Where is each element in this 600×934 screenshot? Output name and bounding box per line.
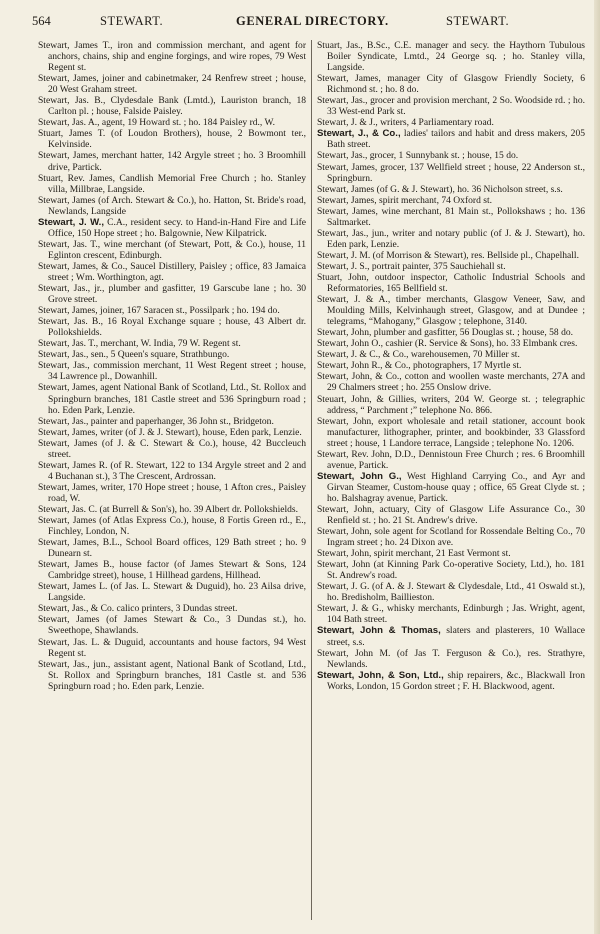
directory-entry	[317, 471, 585, 504]
directory-entry	[38, 559, 306, 581]
entry-text: Stewart, Jas., jr., plumber and gasfitter, 19 Garscube lane ; ho. 30 Grove street.	[38, 283, 306, 306]
entry-text: Stewart, James (of Atlas Express Co.), house, 8 Fortis Green rd., E., Finchley, London, N.	[38, 515, 306, 538]
entry-text: Stewart, J. G. (of A. & J. Stewart & Clydesdale, Ltd., 41 Oswald st.), ho. Bredisholm, Baillieston.	[317, 581, 585, 604]
directory-entry	[38, 73, 306, 95]
directory-entry	[317, 394, 585, 416]
entry-text: Stewart, John, spirit merchant, 21 East Vermont st.	[317, 548, 511, 560]
entry-text: Stuart, Rev. James, Candlish Memorial Free Church ; ho. Stanley villa, Millbrae, Langside.	[38, 172, 306, 195]
directory-entry	[38, 217, 306, 239]
entry-text: Stewart, James L. (of Jas. L. Stewart & Duguid), ho. 23 Ailsa drive, Langside.	[38, 581, 306, 604]
entry-text: Stewart, Jas., commission merchant, 11 West Regent street ; house, 34 Lawrence pl., Dowanhill.	[38, 360, 306, 383]
directory-entry	[38, 150, 306, 172]
entry-text: Stewart, John, & Co., cotton and woollen waste merchants, 27A and 29 Chalmers street ; ho. 255 Onslow drive.	[317, 371, 585, 394]
directory-entry	[317, 250, 585, 261]
directory-entry	[38, 195, 306, 217]
directory-entry	[38, 173, 306, 195]
entry-text: Stewart, James B., house factor (of James Stewart & Sons, 124 Cambridge street), house, 1 Hillhead gardens, Hillhead.	[38, 559, 306, 582]
entry-text: Stewart, James, & Co., Saucel Distillery, Paisley ; office, 83 Jamaica street ; Wm. Worthington, agt.	[38, 260, 306, 283]
directory-entry	[317, 371, 585, 393]
directory-entry	[38, 515, 306, 537]
entry-text: Stuart, James T. (of Loudon Brothers), house, 2 Bowmont ter., Kelvinside.	[38, 128, 306, 151]
entry-text: Stewart, James, grocer, 137 Wellfield street ; house, 22 Anderson st., Springburn.	[317, 161, 585, 184]
column-divider	[311, 40, 312, 920]
entry-text: Stewart, John M. (of Jas T. Ferguson & Co.), res. Strathyre, Newlands.	[317, 647, 585, 670]
entry-text: Stewart, John R., & Co., photographers, 17 Myrtle st.	[317, 360, 522, 372]
entry-text: Stewart, J. M. (of Morrison & Stewart), res. Bellside pl., Chapelhall.	[317, 249, 579, 261]
entry-text: Stewart, Jas. B., 16 Royal Exchange square ; house, 43 Albert dr. Pollokshields.	[38, 316, 306, 339]
directory-entry	[317, 128, 585, 150]
entry-text: Stewart, John, actuary, City of Glasgow Life Assurance Co., 30 Renfield st. ; ho. 21 St. Andrew's drive.	[317, 503, 585, 527]
entry-text: Steuart, John, & Gillies, writers, 204 W. George st. ; telegraphic address, “ Parchment ;” telephone No. 866.	[317, 393, 585, 416]
directory-entry	[38, 95, 306, 117]
page-edge	[594, 0, 600, 934]
header-right-surname: STEWART.	[446, 14, 510, 28]
directory-entry	[317, 548, 585, 559]
page-header	[14, 12, 586, 30]
directory-entry	[38, 316, 306, 338]
directory-entry	[38, 460, 306, 482]
entry-text: Stewart, J. & J., writers, 4 Parliamentary road.	[317, 117, 494, 129]
entry-text: Stewart, James, writer, 170 Hope street ; house, 1 Afton cres., Paisley road, W.	[38, 481, 306, 504]
page-number: 564	[32, 14, 51, 28]
entry-text: Stewart, Jas. B., Clydesdale Bank (Lmtd.), Lauriston branch, 18 Carlton pl. ; house, Falside Paisley.	[38, 95, 306, 118]
entry-text: Stewart, John, plumber and gasfitter, 56 Douglas st. ; house, 58 do.	[317, 327, 574, 339]
entry-text: Stewart, James, writer (of J. & J. Stewart), house, Eden park, Lenzie.	[38, 426, 302, 438]
entry-text: Stewart, Jas. T., merchant, W. India, 79 W. Regent st.	[38, 338, 241, 350]
directory-entry	[317, 261, 585, 272]
directory-entry	[317, 504, 585, 526]
entry-text: Stewart, Jas., grocer, 1 Sunnybank st. ; house, 15 do.	[317, 150, 519, 162]
directory-entry	[38, 261, 306, 283]
directory-entry	[38, 537, 306, 559]
directory-entry	[317, 117, 585, 128]
header-title: GENERAL DIRECTORY.	[236, 14, 389, 28]
entry-bold-name: Stewart, John, & Son, Ltd.,	[317, 669, 444, 681]
directory-entry	[317, 73, 585, 95]
directory-entry	[38, 637, 306, 659]
directory-entry	[38, 338, 306, 349]
entry-text: Stewart, J. & C., & Co., warehousemen, 70 Miller st.	[317, 349, 520, 361]
directory-entry	[317, 670, 585, 692]
directory-entry	[38, 382, 306, 415]
entry-text: ship repairers, &c., Blackwall Iron Works, London, 15 Gordon street ; F. H. Blackwood, agent.	[327, 669, 585, 692]
directory-entry	[317, 338, 585, 349]
directory-entry	[38, 40, 306, 73]
entry-text: Stewart, John (at Kinning Park Co-operative Society, Ltd.), ho. 181 St. Andrew's road.	[317, 559, 585, 582]
entry-text: Stewart, James, merchant hatter, 142 Argyle street ; ho. 3 Broomhill drive, Partick.	[38, 150, 306, 173]
directory-entry	[317, 294, 585, 327]
entry-text: Stewart, James (of J. & C. Stewart & Co.), house, 42 Buccleuch street.	[38, 437, 306, 460]
directory-entry	[38, 117, 306, 128]
directory-entry	[317, 603, 585, 625]
left-column	[38, 40, 306, 692]
directory-entry	[38, 581, 306, 603]
directory-entry	[38, 438, 306, 460]
entry-text: Stewart, Jas. L. & Duguid, accountants and house factors, 94 West Regent st.	[38, 636, 306, 659]
directory-entry	[317, 416, 585, 449]
entry-text: Stewart, James, spirit merchant, 74 Oxford st.	[317, 194, 492, 206]
entry-text: Stewart, J. S., portrait painter, 375 Sauchiehall st.	[317, 260, 506, 272]
entry-text: Stewart, Jas., grocer and provision merchant, 2 So. Woodside rd. ; ho. 33 West-end Park st.	[317, 95, 585, 118]
entry-text: Stewart, James (of G. & J. Stewart), ho. 36 Nicholson street, s.s.	[317, 183, 563, 195]
right-column	[317, 40, 585, 692]
entry-text: Stewart, James (of Arch. Stewart & Co.), ho. Hatton, St. Bride's road, Newlands, Langside	[38, 194, 306, 217]
entry-text: West Highland Carrying Co., and Ayr and Girvan Steamer, Custom-house quay ; office, 65 Great Clyde st. ; ho. Balshagray avenue, Partick.	[327, 470, 585, 504]
directory-entry	[317, 228, 585, 250]
directory-entry	[38, 360, 306, 382]
directory-entry	[317, 162, 585, 184]
entry-text: Stewart, James T., iron and commission merchant, and agent for anchors, chains, ship and engine forgings, and wire ropes, 79 West Regent st.	[38, 40, 306, 74]
entry-text: Stuart, John, outdoor inspector, Catholic Industrial Schools and Reformatories, 165 Bellfield st.	[317, 271, 585, 295]
directory-entry	[38, 504, 306, 515]
entry-text: slaters and plasterers, 10 Wallace street, s.s.	[327, 625, 585, 648]
directory-entry	[317, 95, 585, 117]
entry-text: Stewart, James (of James Stewart & Co., 3 Dundas st.), ho. Sweethope, Shawlands.	[38, 614, 306, 637]
directory-entry	[317, 195, 585, 206]
directory-entry	[317, 40, 585, 73]
directory-entry	[38, 239, 306, 261]
entry-text: Stewart, Jas., sen., 5 Queen's square, Strathbungo.	[38, 349, 230, 361]
entry-text: Stewart, Jas. T., wine merchant (of Stewart, Pott, & Co.), house, 11 Eglinton crescent, Edinburgh.	[38, 238, 306, 261]
directory-entry	[317, 526, 585, 548]
entry-text: Stewart, Jas., jun., assistant agent, National Bank of Scotland, Ltd., St. Rollox and Springburn branches, 181 Castle st. and 536 Springburn road ; ho. Eden park, Lenzie.	[38, 658, 306, 692]
entry-bold-name: Stewart, John & Thomas,	[317, 625, 441, 637]
directory-entry	[317, 360, 585, 371]
entry-text: Stewart, J. & A., timber merchants, Glasgow Veneer, Saw, and Moulding Mills, Kelvinhaugh street, Glasgow, and at Dundee ; telegrams, “Mahogany,” Glasgow ; telephone, 3140.	[317, 294, 585, 328]
entry-text: Stewart, Jas. C. (at Burrell & Son's), ho. 39 Albert dr. Pollokshields.	[38, 503, 299, 515]
entry-text: Stewart, James, wine merchant, 81 Main st., Pollokshaws ; ho. 136 Saltmarket.	[317, 205, 585, 228]
directory-entry	[38, 659, 306, 692]
entry-text: Stewart, James, joiner and cabinetmaker, 24 Renfrew street ; house, 20 West Graham street.	[38, 73, 306, 96]
entry-text: Stewart, Jas., & Co. calico printers, 3 Dundas street.	[38, 603, 238, 615]
entry-text: Stewart, John O., cashier (R. Service & Sons), ho. 33 Elmbank cres.	[317, 338, 578, 350]
directory-entry	[38, 128, 306, 150]
header-left-surname: STEWART.	[100, 14, 164, 28]
entry-text: Stewart, John, sole agent for Scotland for Rossendale Belting Co., 70 Ingram street ; ho. 24 Dixon ave.	[317, 526, 585, 549]
entry-text: Stuart, Jas., B.Sc., C.E. manager and secy. the Haythorn Tubulous Boiler Syndicate, Lmtd., 24 George sq. ; ho. Stanley villa, Langside.	[317, 40, 585, 74]
entry-text: Stewart, J. & G., whisky merchants, Edinburgh ; Jas. Wright, agent, 104 Bath street.	[317, 603, 585, 626]
directory-entry	[38, 482, 306, 504]
directory-entry	[317, 327, 585, 338]
entry-text: Stewart, James, B.L., School Board offices, 129 Bath street ; ho. 9 Dunearn st.	[38, 537, 306, 560]
entry-text: Stewart, Jas., jun., writer and notary public (of J. & J. Stewart), ho. Eden park, Lenzie.	[317, 227, 585, 250]
entry-text: Stewart, James, joiner, 167 Saracen st., Possilpark ; ho. 194 do.	[38, 305, 280, 317]
directory-entry	[317, 206, 585, 228]
directory-entry	[317, 349, 585, 360]
entry-text: Stewart, Rev. John, D.D., Dennistoun Free Church ; res. 6 Broomhill avenue, Partick.	[317, 448, 585, 471]
directory-entry	[38, 603, 306, 614]
directory-entry	[38, 416, 306, 427]
entry-text: Stewart, John, export wholesale and retail stationer, account book manufacturer, lithographer, printer, and bookbinder, 33 Glassford street ; house, 1 Landore terrace, Langside ; telephone No. 1206.	[317, 415, 585, 449]
entry-text: Stewart, James, manager City of Glasgow Friendly Society, 6 Richmond st. ; ho. 8 do.	[317, 73, 585, 96]
directory-entry	[317, 150, 585, 161]
entry-text: C.A., resident secy. to Hand-in-Hand Fire and Life Office, 150 Hope street ; ho. Balgownie, New Kilpatrick.	[48, 216, 306, 239]
directory-entry	[38, 305, 306, 316]
directory-entry	[317, 449, 585, 471]
entry-bold-name: Stewart, J. W.,	[38, 216, 104, 228]
directory-entry	[317, 581, 585, 603]
directory-entry	[38, 283, 306, 305]
directory-entry	[317, 648, 585, 670]
entry-bold-name: Stewart, J., & Co.,	[317, 128, 401, 140]
entry-text: Stewart, Jas., painter and paperhanger, 36 John st., Bridgeton.	[38, 415, 274, 427]
entry-bold-name: Stewart, John G.,	[317, 470, 402, 482]
entry-text: Stewart, James, agent National Bank of Scotland, Ltd., St. Rollox and Springburn branches, 181 Castle street and 536 Springburn road ; ho. Eden Park, Lenzie.	[38, 382, 306, 416]
directory-entry	[38, 614, 306, 636]
directory-entry	[317, 272, 585, 294]
directory-entry	[317, 625, 585, 647]
directory-entry	[38, 349, 306, 360]
entry-text: Stewart, James R. (of R. Stewart, 122 to 134 Argyle street and 2 and 4 Buchanan st.), 3 The Crescent, Ardrossan.	[38, 459, 306, 482]
directory-entry	[317, 184, 585, 195]
entry-text: ladies' tailors and habit and dress makers, 205 Bath street.	[327, 128, 585, 151]
directory-entry	[38, 427, 306, 438]
entry-text: Stewart, Jas. A., agent, 19 Howard st. ; ho. 184 Paisley rd., W.	[38, 117, 276, 129]
directory-entry	[317, 559, 585, 581]
